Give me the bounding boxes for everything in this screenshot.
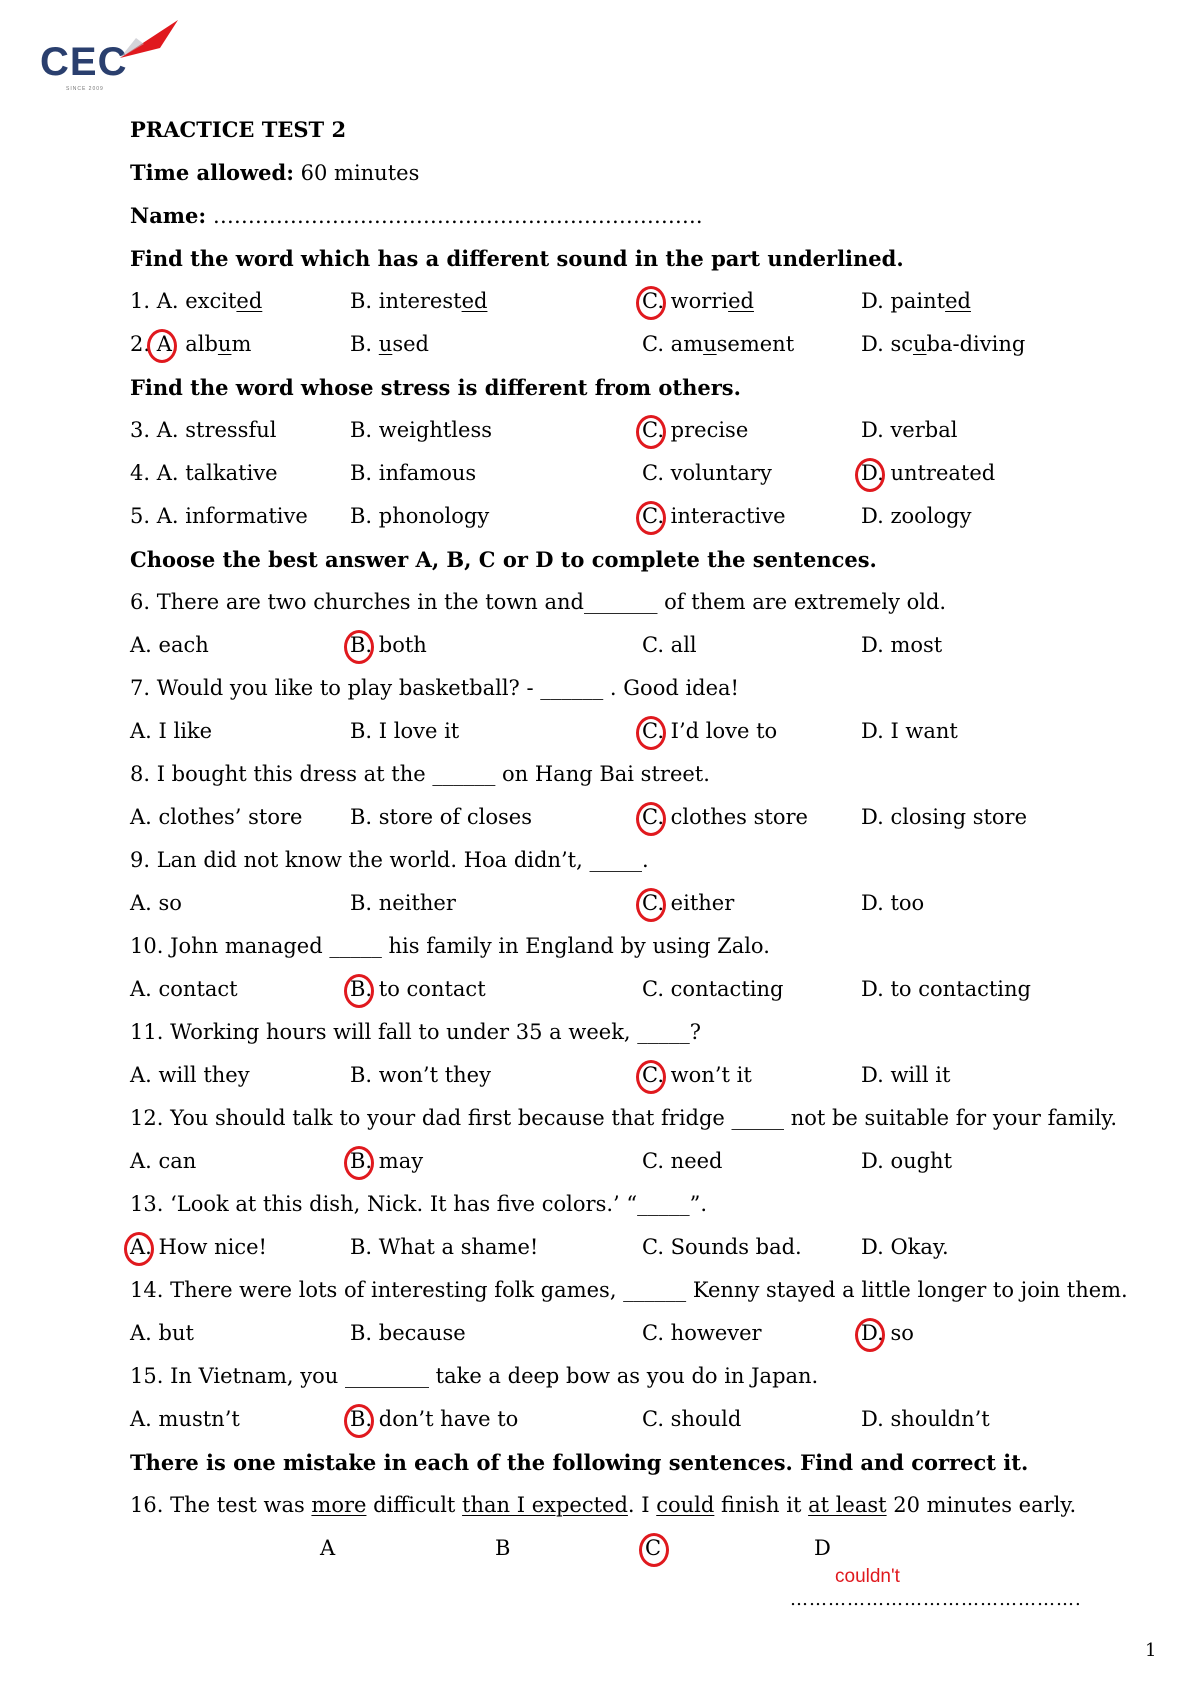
- q12-stem: 12. You should talk to your dad first because that fridge _____ not be suitable for your family.: [130, 1106, 1118, 1130]
- q7-option-d[interactable]: D. I want: [861, 719, 958, 743]
- q9-option-b[interactable]: B. neither: [350, 891, 456, 915]
- question-15-options: [130, 1398, 1130, 1441]
- q9-option-a[interactable]: A. so: [130, 891, 182, 915]
- q12-option-c[interactable]: C. need: [642, 1149, 723, 1173]
- q14-option-b[interactable]: B. because: [350, 1321, 466, 1345]
- q7-option-b[interactable]: B. I love it: [350, 719, 460, 743]
- question-12-options: [130, 1140, 1130, 1183]
- q2-option-a[interactable]: 2. A. album: [130, 323, 350, 366]
- q16-stem: 16. The test was more difficult than I expected. I could finish it at least 20 minutes early.: [130, 1493, 1077, 1517]
- time-value: 60 minutes: [293, 161, 420, 185]
- q13-option-a[interactable]: A. How nice!: [130, 1226, 350, 1269]
- q1-option-d[interactable]: D. painted: [861, 289, 971, 313]
- question-10-options: [130, 968, 1130, 1011]
- page-number: 1: [1145, 1640, 1157, 1661]
- q14-option-a[interactable]: A. but: [130, 1321, 194, 1345]
- q2-option-c[interactable]: C. amusement: [642, 332, 795, 356]
- q9-stem: 9. Lan did not know the world. Hoa didn’t, _____.: [130, 848, 649, 872]
- question-6-options: [130, 624, 1130, 667]
- q12-option-d[interactable]: D. ought: [861, 1149, 953, 1173]
- q14-option-d[interactable]: D. so: [861, 1312, 914, 1355]
- q4-option-d[interactable]: D. untreated: [861, 452, 995, 495]
- test-title: PRACTICE TEST 2: [130, 117, 347, 142]
- q8-stem: 8. I bought this dress at the ______ on Hang Bai street.: [130, 762, 710, 786]
- q13-option-d[interactable]: D. Okay.: [861, 1235, 949, 1259]
- q5-option-c[interactable]: C. interactive: [642, 495, 861, 538]
- q14-option-c[interactable]: C. however: [642, 1321, 762, 1345]
- q14-stem: 14. There were lots of interesting folk games, ______ Kenny stayed a little longer to join them.: [130, 1278, 1128, 1302]
- q8-option-c[interactable]: C. clothes store: [642, 796, 861, 839]
- q9-option-d[interactable]: D. too: [861, 891, 925, 915]
- q11-option-d[interactable]: D. will it: [861, 1063, 951, 1087]
- q12-option-a[interactable]: A. can: [130, 1149, 197, 1173]
- q6-stem: 6. There are two churches in the town and_______ of them are extremely old.: [130, 590, 947, 614]
- q16-part-d[interactable]: at least: [808, 1493, 887, 1517]
- q1-option-c[interactable]: C. worried: [642, 280, 861, 323]
- question-13-options: [130, 1226, 1130, 1269]
- q1-option-b[interactable]: B. interested: [350, 289, 488, 313]
- time-label: Time allowed:: [130, 160, 294, 185]
- section-mistake: There is one mistake in each of the following sentences. Find and correct it.: [130, 1450, 1029, 1475]
- question-4: [130, 452, 1130, 495]
- q15-option-b[interactable]: B. don’t have to: [350, 1398, 642, 1441]
- q2-option-d[interactable]: D. scuba-diving: [861, 332, 1026, 356]
- q15-option-d[interactable]: D. shouldn’t: [861, 1407, 990, 1431]
- q16-correction-handwritten: couldn't: [835, 1566, 900, 1587]
- q6-option-c[interactable]: C. all: [642, 633, 697, 657]
- q13-option-b[interactable]: B. What a shame!: [350, 1235, 539, 1259]
- question-8-options: [130, 796, 1130, 839]
- q12-option-b[interactable]: B. may: [350, 1140, 642, 1183]
- q1-option-a[interactable]: 1. A. excited: [130, 289, 263, 313]
- q7-option-c[interactable]: C. I’d love to: [642, 710, 861, 753]
- test-content: [130, 108, 1130, 1570]
- question-1: [130, 280, 1130, 323]
- q2-option-b[interactable]: B. used: [350, 332, 429, 356]
- q7-option-a[interactable]: A. I like: [130, 719, 213, 743]
- question-11-options: [130, 1054, 1130, 1097]
- question-5: [130, 495, 1130, 538]
- q8-option-b[interactable]: B. store of closes: [350, 805, 532, 829]
- name-label: Name:: [130, 203, 207, 228]
- q16-answer-line[interactable]: ……………………………………….: [790, 1589, 1082, 1610]
- section-stress: Find the word whose stress is different from others.: [130, 375, 741, 400]
- q3-option-b[interactable]: B. weightless: [350, 418, 493, 442]
- q15-option-c[interactable]: C. should: [642, 1407, 742, 1431]
- q4-option-b[interactable]: B. infamous: [350, 461, 477, 485]
- q11-option-a[interactable]: A. will they: [130, 1063, 250, 1087]
- q10-option-a[interactable]: A. contact: [130, 977, 238, 1001]
- q4-option-a[interactable]: 4. A. talkative: [130, 461, 278, 485]
- question-7-options: [130, 710, 1130, 753]
- logo-subtitle: SINCE 2009: [66, 86, 104, 92]
- q16-part-b[interactable]: than I expected: [462, 1493, 628, 1517]
- q3-option-d[interactable]: D. verbal: [861, 418, 958, 442]
- question-9-options: [130, 882, 1130, 925]
- q11-option-c[interactable]: C. won’t it: [642, 1054, 861, 1097]
- section-choose: Choose the best answer A, B, C or D to complete the sentences.: [130, 547, 877, 572]
- q9-option-c[interactable]: C. either: [642, 882, 861, 925]
- q10-option-b[interactable]: B. to contact: [350, 968, 642, 1011]
- q10-option-c[interactable]: C. contacting: [642, 977, 784, 1001]
- name-field[interactable]: [130, 194, 1130, 237]
- name-dots: …………………………………………………………….: [206, 204, 703, 228]
- q5-option-a[interactable]: 5. A. informative: [130, 504, 308, 528]
- q6-option-a[interactable]: A. each: [130, 633, 209, 657]
- q11-option-b[interactable]: B. won’t they: [350, 1063, 491, 1087]
- q16-part-a[interactable]: more: [311, 1493, 367, 1517]
- q16-label-b[interactable]: B: [495, 1536, 511, 1560]
- q4-option-c[interactable]: C. voluntary: [642, 461, 772, 485]
- q8-option-d[interactable]: D. closing store: [861, 805, 1028, 829]
- time-allowed: [130, 151, 1130, 194]
- q11-stem: 11. Working hours will fall to under 35 a week, _____?: [130, 1020, 702, 1044]
- section-sound: Find the word which has a different sound in the part underlined.: [130, 246, 904, 271]
- q10-stem: 10. John managed _____ his family in England by using Zalo.: [130, 934, 770, 958]
- question-14-options: [130, 1312, 1130, 1355]
- q8-option-a[interactable]: A. clothes’ store: [130, 805, 303, 829]
- q16-labels: [130, 1527, 1130, 1570]
- logo-text: CEC: [40, 40, 128, 84]
- question-2: [130, 323, 1130, 366]
- q7-stem: 7. Would you like to play basketball? - ______ . Good idea!: [130, 676, 739, 700]
- q15-stem: 15. In Vietnam, you ________ take a deep bow as you do in Japan.: [130, 1364, 819, 1388]
- q13-option-c[interactable]: C. Sounds bad.: [642, 1235, 802, 1259]
- cec-logo: [36, 14, 166, 96]
- q16-label-a[interactable]: A: [320, 1536, 336, 1560]
- question-3: [130, 409, 1130, 452]
- q16-label-c[interactable]: C: [645, 1527, 661, 1570]
- q16-part-c[interactable]: could: [656, 1493, 715, 1517]
- q5-option-b[interactable]: B. phonology: [350, 504, 490, 528]
- q15-option-a[interactable]: A. mustn’t: [130, 1407, 240, 1431]
- q5-option-d[interactable]: D. zoology: [861, 504, 972, 528]
- q13-stem: 13. ‘Look at this dish, Nick. It has five colors.’ “_____”.: [130, 1192, 708, 1216]
- logo-swoosh-icon: [114, 18, 180, 66]
- q3-option-a[interactable]: 3. A. stressful: [130, 418, 277, 442]
- q16-label-d[interactable]: D: [814, 1536, 831, 1560]
- q6-option-b[interactable]: B. both: [350, 624, 642, 667]
- q10-option-d[interactable]: D. to contacting: [861, 977, 1031, 1001]
- q3-option-c[interactable]: C. precise: [642, 409, 861, 452]
- q6-option-d[interactable]: D. most: [861, 633, 943, 657]
